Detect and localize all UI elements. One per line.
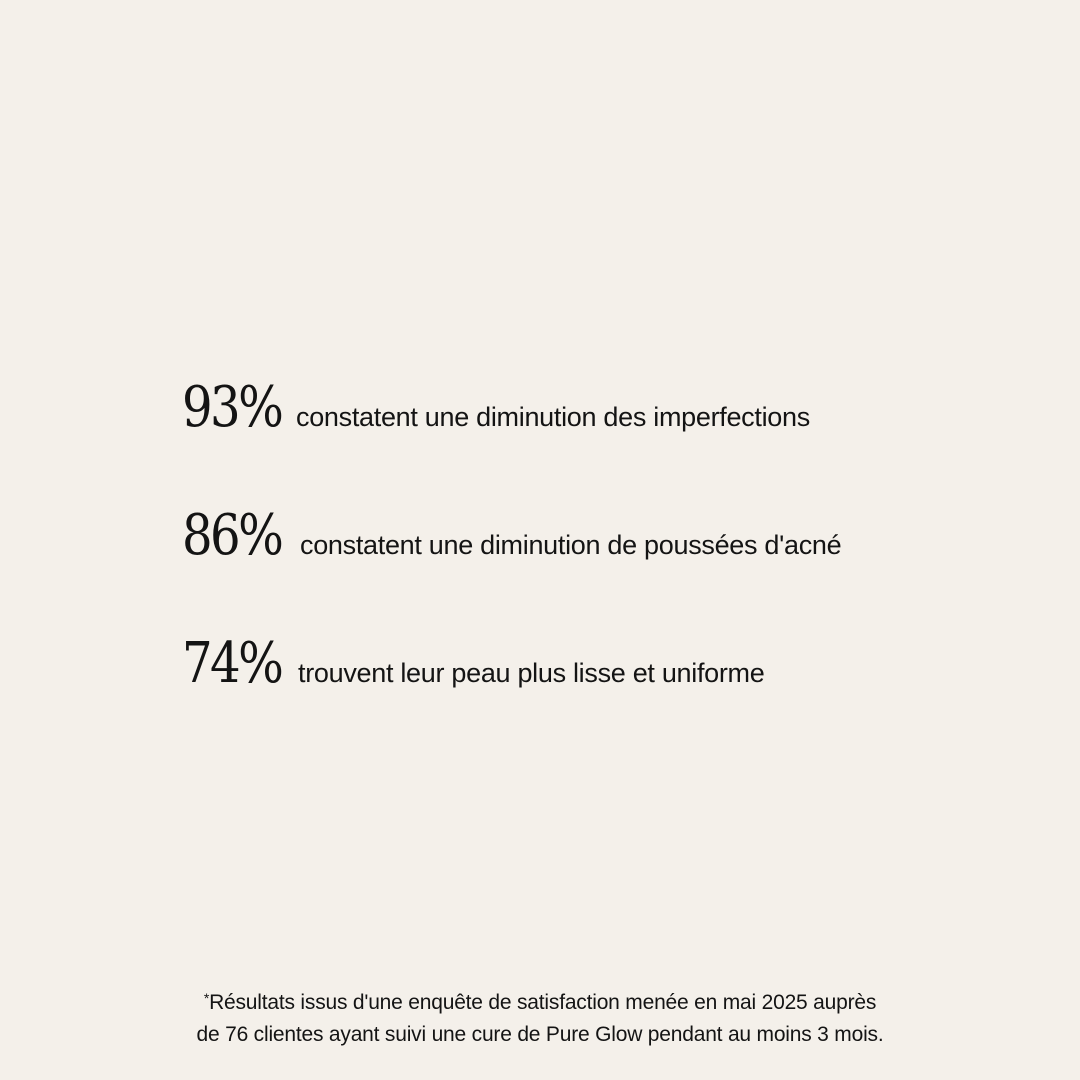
survey-footnote bbox=[0, 982, 1080, 1051]
stat-row-imperfections bbox=[182, 375, 810, 440]
stat-percentage: 93% bbox=[182, 375, 282, 440]
stat-row-acne bbox=[182, 503, 842, 568]
stat-description: trouvent leur peau plus lisse et uniforme bbox=[298, 658, 765, 688]
footnote-asterisk: * bbox=[203, 990, 210, 1006]
stat-description: constatent une diminution des imperfections bbox=[296, 402, 810, 432]
stat-description: constatent une diminution de poussées d'acné bbox=[300, 530, 842, 560]
stat-percentage: 86% bbox=[182, 503, 282, 568]
footnote-line-1 bbox=[0, 982, 1080, 1019]
footnote-line-2: de 76 clientes ayant suivi une cure de Pure Glow pendant au moins 3 mois. bbox=[196, 1023, 884, 1046]
stat-row-smooth-skin bbox=[182, 631, 765, 696]
footnote-text-1: Résultats issus d'une enquête de satisfaction menée en mai 2025 auprès bbox=[209, 991, 877, 1014]
stat-percentage: 74% bbox=[182, 631, 282, 696]
